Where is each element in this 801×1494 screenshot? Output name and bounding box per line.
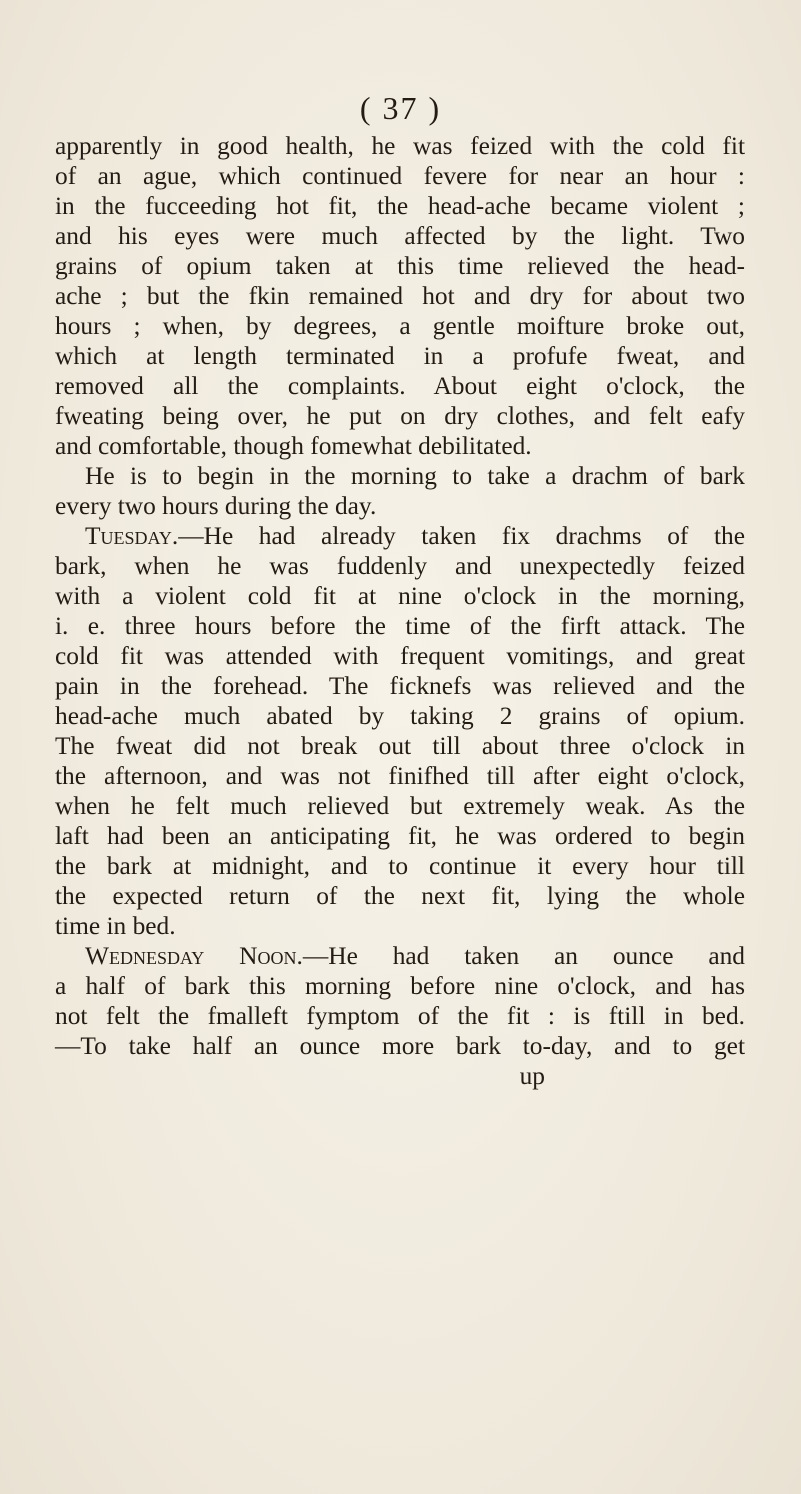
body-text — [55, 131, 745, 1091]
text-line: a half of bark this morning before nine o'clock, and has — [55, 972, 745, 1000]
text-line: removed all the complaints. About eight o'clock, the — [55, 372, 745, 400]
text-line: i. e. three hours before the time of the firft attack. The — [55, 612, 745, 640]
entry-text: —He had taken an ounce and — [302, 942, 745, 970]
entry-text: —He had already taken fix drachms of the — [178, 522, 745, 550]
text-line: pain in the forehead. The ficknefs was relieved and the — [55, 672, 745, 700]
text-line: fweating being over, he put on dry clothes, and felt eafy — [55, 402, 745, 430]
catchword: up — [519, 1062, 545, 1090]
text-line: time in bed. — [55, 912, 176, 940]
text-line: cold fit was attended with frequent vomitings, and great — [55, 642, 745, 670]
text-line: ache ; but the fkin remained hot and dry for about two — [55, 282, 745, 310]
text-line: of an ague, which continued fevere for near an hour : — [55, 162, 745, 190]
text-line: apparently in good health, he was feized with the cold fit — [55, 132, 745, 160]
text-line: head-ache much abated by taking 2 grains of opium. — [55, 702, 745, 730]
text-line: and his eyes were much affected by the light. Two — [55, 222, 745, 250]
text-line: and comfortable, though fomewhat debilitated. — [55, 432, 532, 460]
text-line: with a violent cold fit at nine o'clock in the morning, — [55, 582, 745, 610]
text-line: the bark at midnight, and to continue it every hour till — [55, 852, 745, 880]
text-line: every two hours during the day. — [55, 492, 377, 520]
text-line: in the fucceeding hot fit, the head-ache became violent ; — [55, 192, 745, 220]
text-line: grains of opium taken at this time relieved the head- — [55, 252, 745, 280]
entry-heading-tuesday: Tuesday. — [85, 522, 179, 550]
text-line: —To take half an ounce more bark to-day, and to get — [55, 1032, 745, 1060]
text-line: bark, when he was fuddenly and unexpectedly feized — [55, 552, 745, 580]
page-number: ( 37 ) — [359, 90, 442, 126]
text-line: not felt the fmalleft fymptom of the fit : is ftill in bed. — [55, 1002, 745, 1030]
text-line: which at length terminated in a profufe fweat, and — [55, 342, 745, 370]
entry-line-tuesday — [55, 521, 745, 551]
entry-heading-wednesday: Wednesday Noon. — [85, 942, 303, 970]
text-line: the expected return of the next fit, lying the whole — [55, 882, 745, 910]
text-line: laft had been an anticipating fit, he was ordered to begin — [55, 822, 745, 850]
entry-line-wednesday — [55, 941, 745, 971]
text-line: when he felt much relieved but extremely weak. As the — [55, 792, 745, 820]
text-line: the afternoon, and was not finifhed till after eight o'clock, — [55, 762, 745, 790]
text-line: hours ; when, by degrees, a gentle moifture broke out, — [55, 312, 745, 340]
text-line: The fweat did not break out till about three o'clock in — [55, 732, 745, 760]
paragraph-start-line: He is to begin in the morning to take a drachm of bark — [85, 462, 745, 490]
